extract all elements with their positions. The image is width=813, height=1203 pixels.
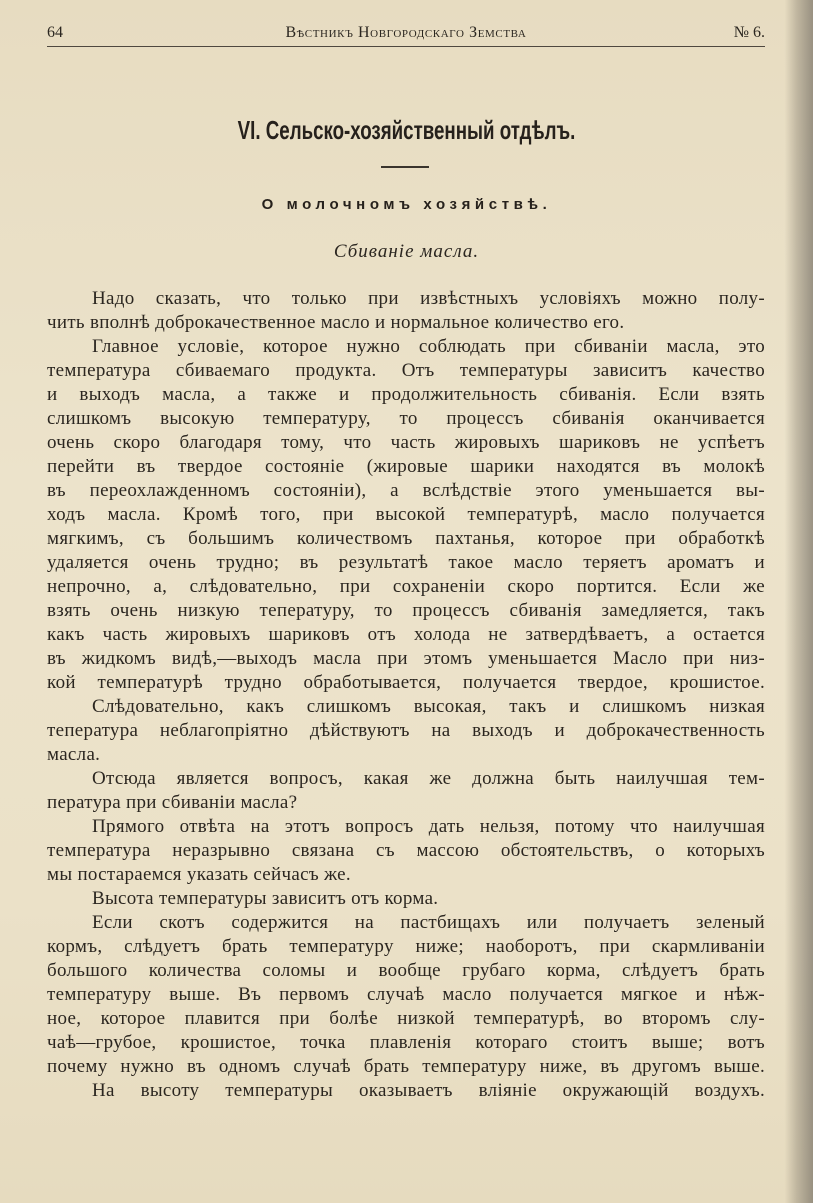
- body-text: [47, 287, 765, 1103]
- paragraph: [47, 695, 765, 767]
- text-line: въ жидкомъ видѣ,—выходъ масла при этомъ уменьшается Масло при низ-: [47, 648, 765, 669]
- paragraph: [47, 815, 765, 887]
- text-line: почему нужно въ одномъ случаѣ брать температуру ниже, въ другомъ выше.: [47, 1056, 765, 1077]
- text-line: кой температурѣ трудно обработывается, получается твердое, крошистое.: [47, 672, 765, 693]
- text-line: масла.: [47, 744, 101, 765]
- header-rule: [47, 46, 765, 47]
- text-line: пература при сбиваніи масла?: [47, 792, 298, 813]
- title-divider: [381, 166, 429, 168]
- text-line: чаѣ—грубое, крошистое, точка плавленія котораго стоитъ выше; вотъ: [47, 1032, 765, 1053]
- text-line: кормъ, слѣдуетъ брать температуру ниже; наоборотъ, при скармливаніи: [47, 936, 765, 957]
- section-title: VI. Сельско-хозяйственный отдѣлъ.: [237, 115, 576, 145]
- page-number: 64: [47, 24, 63, 41]
- text-line: температура неразрывно связана съ массою обстоятельствъ, о которыхъ: [47, 840, 765, 861]
- running-header: [47, 22, 765, 44]
- text-line: взять очень низкую тепературу, то процессъ сбиванія замедляется, такъ: [47, 600, 765, 621]
- paragraph: [47, 911, 765, 1079]
- text-line: чить вполнѣ доброкачественное масло и нормальное количество его.: [47, 312, 625, 333]
- text-line: мы постараемся указать сейчасъ же.: [47, 864, 351, 885]
- text-line: какъ часть жировыхъ шариковъ отъ холода не затвердѣваетъ, а остается: [47, 624, 765, 645]
- text-line: Слѣдовательно, какъ слишкомъ высокая, такъ и слишкомъ низкая: [92, 696, 765, 717]
- text-line: температура сбиваемаго продукта. Отъ температуры зависитъ качество: [47, 360, 765, 381]
- text-line: ходъ масла. Кромѣ того, при высокой температурѣ, масло получается: [47, 504, 765, 525]
- paragraph: [47, 287, 765, 335]
- issue-number: № 6.: [733, 24, 765, 41]
- text-line: мягкимъ, съ большимъ количествомъ пахтанья, которое при обработкѣ: [47, 528, 765, 549]
- text-line: большого количества соломы и вообще грубаго корма, слѣдуетъ брать: [47, 960, 765, 981]
- text-line: На высоту температуры оказываетъ вліяніе окружающій воздухъ.: [92, 1080, 765, 1101]
- subheading: [0, 240, 813, 264]
- section-heading: [0, 113, 813, 147]
- text-line: непрочно, а, слѣдовательно, при сохраненіи скоро портится. Если же: [47, 576, 765, 597]
- text-line: и выходъ масла, а также и продолжительность сбиванія. Если взять: [47, 384, 765, 405]
- article-title: О молочномъ хозяйствѣ.: [261, 196, 552, 213]
- text-line: очень скоро благодаря тому, что часть жировыхъ шариковъ не успѣетъ: [47, 432, 765, 453]
- paragraph: [47, 887, 765, 911]
- text-line: Высота температуры зависитъ отъ корма.: [92, 888, 439, 909]
- journal-title: Вѣстникъ Новгородскаго Земства: [285, 24, 527, 41]
- paragraph: [47, 1079, 765, 1103]
- paragraph: [47, 767, 765, 815]
- text-line: въ переохлажденномъ состояніи), а вслѣдствіе этого уменьшается вы-: [47, 480, 765, 501]
- article-heading: [0, 195, 813, 215]
- text-line: Главное условіе, которое нужно соблюдать при сбиваніи масла, это: [92, 336, 765, 357]
- subheading-text: Сбиваніе масла.: [333, 241, 480, 262]
- text-line: слишкомъ высокую температуру, то процессъ сбиванія оканчивается: [47, 408, 765, 429]
- text-line: Если скотъ содержится на пастбищахъ или получаетъ зеленый: [92, 912, 765, 933]
- paragraph: [47, 335, 765, 695]
- text-line: Надо сказать, что только при извѣстныхъ условіяхъ можно полу-: [92, 288, 765, 309]
- text-line: ное, которое плавится при болѣе низкой температурѣ, во второмъ слу-: [47, 1008, 765, 1029]
- text-line: тепература неблагопріятно дѣйствуютъ на выходъ и доброкачественность: [47, 720, 765, 741]
- text-line: удаляется очень трудно; въ результатѣ такое масло теряетъ ароматъ и: [47, 552, 765, 573]
- text-line: перейти въ твердое состояніе (жировые шарики находятся въ молокѣ: [47, 456, 765, 477]
- text-line: температуру выше. Въ первомъ случаѣ масло получается мягкое и нѣж-: [47, 984, 765, 1005]
- text-line: Отсюда является вопросъ, какая же должна быть наилучшая тем-: [92, 768, 765, 789]
- text-line: Прямого отвѣта на этотъ вопросъ дать нельзя, потому что наилучшая: [92, 816, 765, 837]
